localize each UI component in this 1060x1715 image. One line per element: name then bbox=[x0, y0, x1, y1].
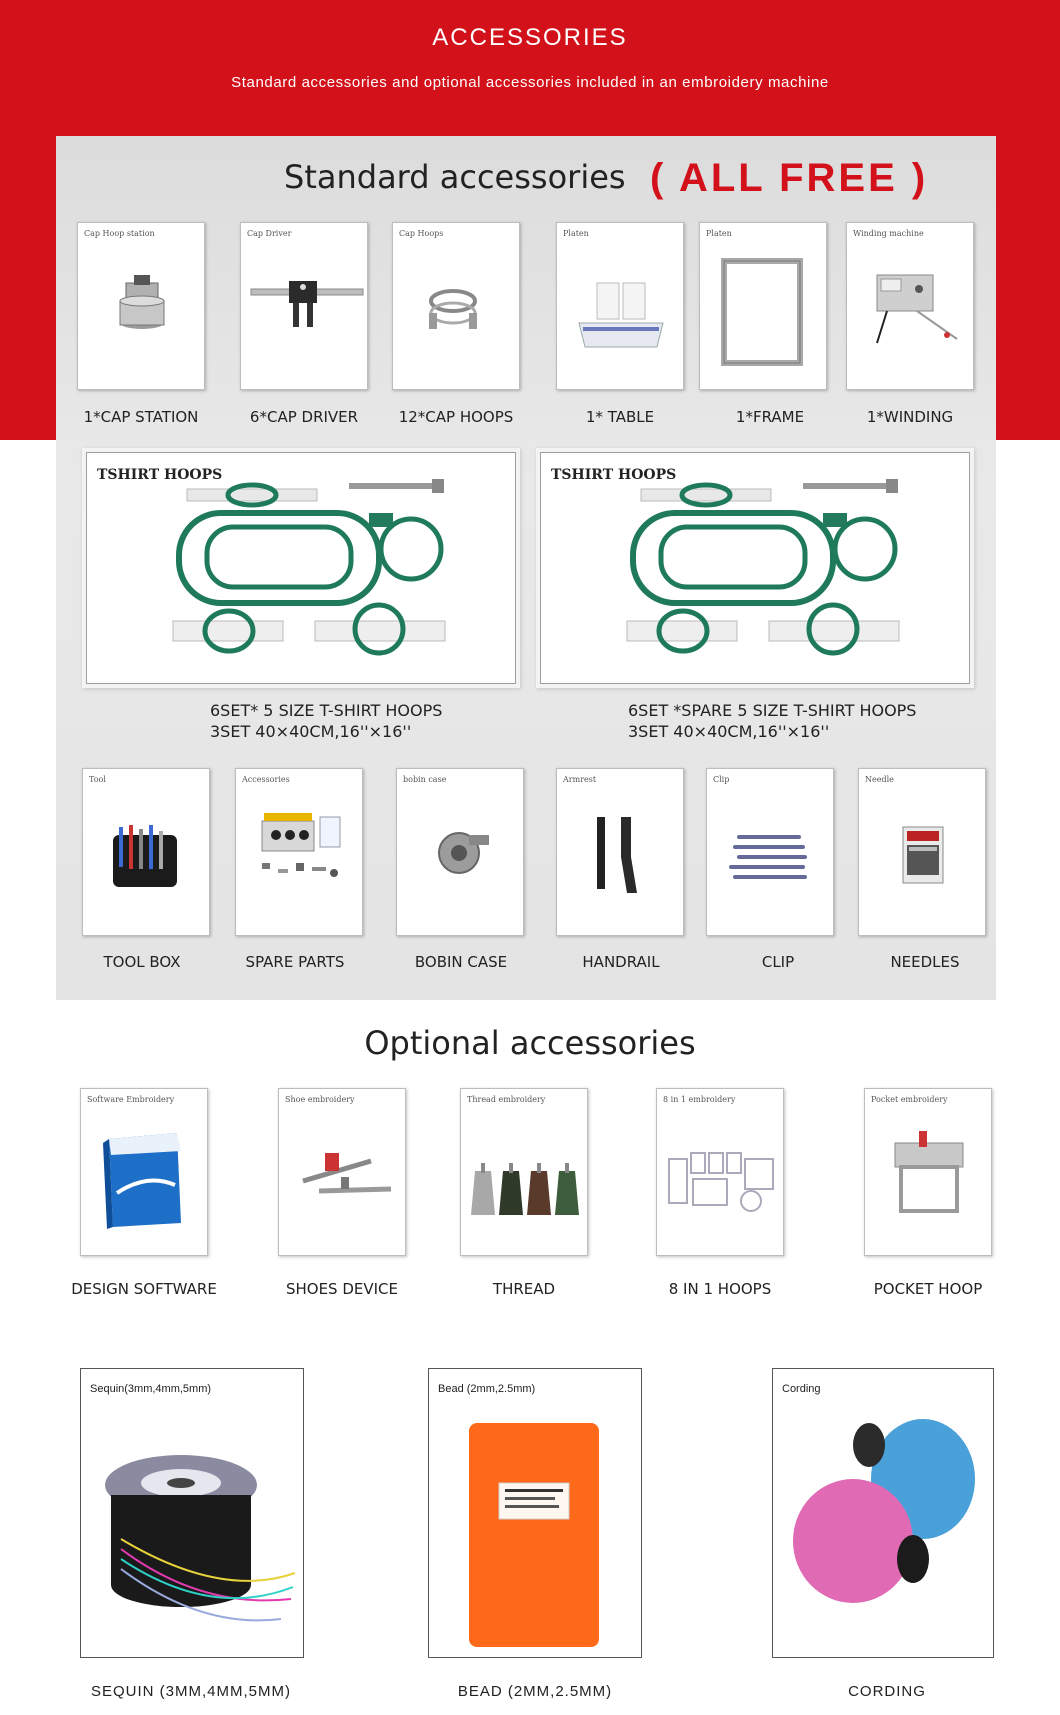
card-tag: Armrest bbox=[563, 775, 597, 784]
table-card bbox=[556, 222, 684, 390]
tshirt-hoops-icon bbox=[87, 453, 517, 685]
winding-machine-icon bbox=[847, 223, 975, 391]
hoops-set-icon bbox=[657, 1089, 785, 1257]
cap-hoop-icon bbox=[393, 223, 521, 391]
label-thread: THREAD bbox=[492, 1280, 556, 1298]
label-pocket-hoop: POCKET HOOP bbox=[873, 1280, 983, 1298]
cap-station-icon bbox=[78, 223, 206, 391]
label-tool-box: TOOL BOX bbox=[103, 953, 181, 971]
frame-card bbox=[699, 222, 827, 390]
label-cap-driver: 6*CAP DRIVER bbox=[249, 408, 359, 426]
label-table: 1* TABLE bbox=[585, 408, 655, 426]
thread-card bbox=[460, 1088, 588, 1256]
card-tag: Thread embroidery bbox=[467, 1095, 546, 1104]
card-tag: Accessories bbox=[242, 775, 290, 784]
sequin-card bbox=[80, 1368, 304, 1658]
handrail-icon bbox=[557, 769, 685, 937]
design-software-card bbox=[80, 1088, 208, 1256]
table-icon bbox=[557, 223, 685, 391]
bead-bag-icon bbox=[429, 1369, 643, 1659]
cap-station-card bbox=[77, 222, 205, 390]
hoops-line2: 3SET 40×40CM,16''×16'' bbox=[210, 722, 412, 741]
label-handrail: HANDRAIL bbox=[582, 953, 660, 971]
bobbin-case-icon bbox=[397, 769, 525, 937]
label-spare-parts: SPARE PARTS bbox=[245, 953, 345, 971]
label-bobin-case: BOBIN CASE bbox=[414, 953, 508, 971]
pocket-hoop-card bbox=[864, 1088, 992, 1256]
card-tag: Platen bbox=[563, 229, 589, 238]
hoops-text-2 bbox=[628, 700, 916, 742]
cording-spools-icon bbox=[773, 1369, 995, 1659]
shoes-device-icon bbox=[279, 1089, 407, 1257]
hoops-text-1 bbox=[210, 700, 442, 742]
tshirt-hoops-card-2 bbox=[540, 452, 970, 684]
thread-cones-icon bbox=[461, 1089, 589, 1257]
label-design-software: DESIGN SOFTWARE bbox=[71, 1280, 217, 1298]
tool-box-card bbox=[82, 768, 210, 936]
tool-box-icon bbox=[83, 769, 211, 937]
card-tag: Winding machine bbox=[853, 229, 924, 238]
hoops-line1: 6SET *SPARE 5 SIZE T-SHIRT HOOPS bbox=[628, 701, 917, 720]
card-tag: Clip bbox=[713, 775, 730, 784]
card-tag: Shoe embroidery bbox=[285, 1095, 355, 1104]
card-tag: Tool bbox=[89, 775, 106, 784]
hoops-line1: 6SET* 5 SIZE T-SHIRT HOOPS bbox=[210, 701, 443, 720]
label-sequin: SEQUIN (3MM,4MM,5MM) bbox=[91, 1683, 291, 1700]
label-needles: NEEDLES bbox=[890, 953, 960, 971]
clip-card bbox=[706, 768, 834, 936]
cap-driver-icon bbox=[241, 223, 369, 391]
card-tag: Software Embroidery bbox=[87, 1095, 175, 1104]
needles-card bbox=[858, 768, 986, 936]
label-clip: CLIP bbox=[761, 953, 795, 971]
hoop-card-tag: TSHIRT HOOPS bbox=[551, 467, 677, 483]
winding-card bbox=[846, 222, 974, 390]
software-box-icon bbox=[81, 1089, 209, 1257]
clip-icon bbox=[707, 769, 835, 937]
card-tag: Cap Hoops bbox=[399, 229, 444, 238]
page-title: ACCESSORIES bbox=[432, 24, 628, 51]
card-tag: 8 in 1 embroidery bbox=[663, 1095, 736, 1104]
tshirt-hoops-icon bbox=[541, 453, 971, 685]
spare-parts-card bbox=[235, 768, 363, 936]
big-card-tag: Cording bbox=[782, 1383, 821, 1395]
tshirt-hoops-card-1 bbox=[86, 452, 516, 684]
cap-hoops-card bbox=[392, 222, 520, 390]
pocket-hoop-icon bbox=[865, 1089, 993, 1257]
bead-card bbox=[428, 1368, 642, 1658]
cap-driver-card bbox=[240, 222, 368, 390]
card-tag: Platen bbox=[706, 229, 732, 238]
card-tag: Needle bbox=[865, 775, 894, 784]
label-winding: 1*WINDING bbox=[866, 408, 954, 426]
hoop-card-tag: TSHIRT HOOPS bbox=[97, 467, 223, 483]
card-tag: Cap Driver bbox=[247, 229, 292, 238]
bobin-case-card bbox=[396, 768, 524, 936]
handrail-card bbox=[556, 768, 684, 936]
label-cap-hoops: 12*CAP HOOPS bbox=[398, 408, 514, 426]
big-card-tag: Sequin(3mm,4mm,5mm) bbox=[90, 1383, 212, 1395]
optional-title: Optional accessories bbox=[364, 1024, 696, 1062]
needles-icon bbox=[859, 769, 987, 937]
label-shoes-device: SHOES DEVICE bbox=[285, 1280, 399, 1298]
card-tag: bobin case bbox=[403, 775, 447, 784]
spare-parts-icon bbox=[236, 769, 364, 937]
big-card-tag: Bead (2mm,2.5mm) bbox=[438, 1383, 536, 1395]
cording-card bbox=[772, 1368, 994, 1658]
sequin-reel-icon bbox=[81, 1369, 305, 1659]
card-tag: Cap Hoop station bbox=[84, 229, 155, 238]
all-free-badge: ( ALL FREE ) bbox=[650, 156, 929, 200]
label-bead: BEAD (2MM,2.5MM) bbox=[457, 1683, 613, 1700]
label-frame: 1*FRAME bbox=[735, 408, 805, 426]
hoops-line2: 3SET 40×40CM,16''×16'' bbox=[628, 722, 830, 741]
label-cap-station: 1*CAP STATION bbox=[83, 408, 199, 426]
frame-icon bbox=[700, 223, 828, 391]
shoes-device-card bbox=[278, 1088, 406, 1256]
label-8in1-hoops: 8 IN 1 HOOPS bbox=[668, 1280, 772, 1298]
label-cording: CORDING bbox=[848, 1683, 926, 1700]
card-tag: Pocket embroidery bbox=[871, 1095, 948, 1104]
standard-title: Standard accessories bbox=[284, 158, 626, 196]
page-subtitle: Standard accessories and optional accessories included in an embroidery machine bbox=[231, 74, 829, 91]
8in1-hoops-card bbox=[656, 1088, 784, 1256]
